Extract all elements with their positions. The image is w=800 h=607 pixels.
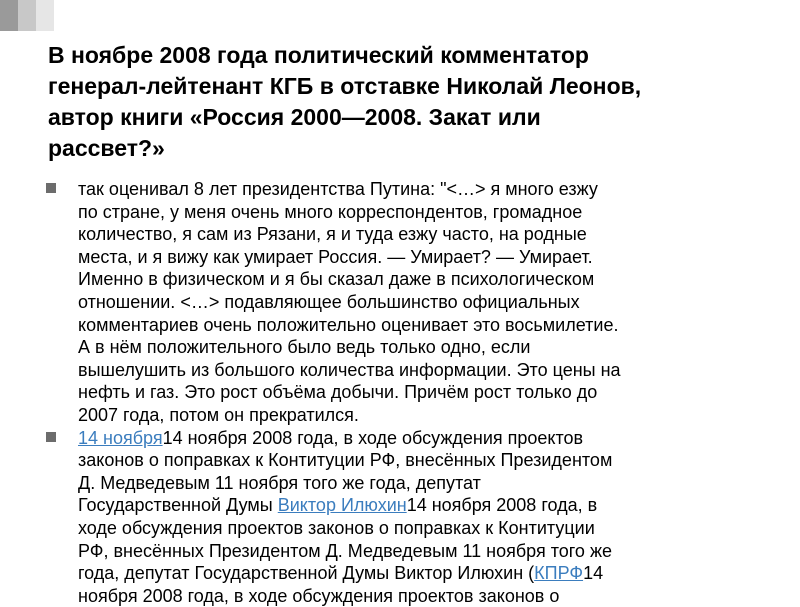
text-line: по стране, у меня очень много корреспондентов, громадное bbox=[78, 201, 583, 222]
text-fragment: 14 bbox=[583, 563, 604, 584]
square-bullet-icon bbox=[46, 183, 56, 193]
title-line: В ноябре 2008 года политический комментатор bbox=[48, 42, 589, 68]
link-14-november[interactable]: 14 ноября bbox=[78, 427, 163, 448]
title-line: генерал-лейтенант КГБ в отставке Николай Леонов, bbox=[48, 73, 642, 99]
text-line: Д. Медведевым 11 ноября того же года, депутат bbox=[78, 472, 481, 493]
decorative-header-strip bbox=[0, 0, 800, 31]
slide-body bbox=[78, 178, 778, 607]
text-fragment: 14 ноября 2008 года, в ходе обсуждения проектов bbox=[162, 427, 584, 448]
text-line: количество, я сам из Рязани, я и туда езжу часто, на родные bbox=[78, 224, 587, 245]
title-line: рассвет?» bbox=[48, 135, 165, 161]
text-line: так оценивал 8 лет президентства Путина: "<…> я много езжу bbox=[78, 179, 598, 199]
text-line bbox=[78, 427, 778, 450]
text-fragment: 14 ноября 2008 года, в bbox=[406, 495, 598, 516]
bullet-item bbox=[78, 178, 778, 427]
text-line: ноября 2008 года, в ходе обсуждения проектов законов о bbox=[78, 585, 560, 606]
text-fragment: года, депутат Государственной Думы Виктор Илюхин ( bbox=[78, 563, 535, 584]
bullet-item bbox=[78, 427, 778, 607]
slide-title bbox=[48, 40, 778, 164]
text-line: ходе обсуждения проектов законов о поправках к Контитуции bbox=[78, 517, 595, 538]
square-bullet-icon bbox=[46, 432, 56, 442]
text-line bbox=[78, 494, 778, 517]
text-line: отношении. <…> подавляющее большинство официальных bbox=[78, 291, 580, 312]
text-line: нефть и газ. Это рост объёма добычи. Причём рост только до bbox=[78, 382, 598, 403]
link-kprf[interactable]: КПРФ bbox=[534, 563, 584, 584]
title-line: автор книги «Россия 2000—2008. Закат или bbox=[48, 104, 541, 130]
text-line: места, и я вижу как умирает Россия. — Умирает? — Умирает. bbox=[78, 246, 593, 267]
text-line: Именно в физическом и я бы сказал даже в психологическом bbox=[78, 269, 595, 290]
link-viktor-ilyukhin[interactable]: Виктор Илюхин bbox=[277, 495, 407, 516]
text-line: 2007 года, потом он прекратился. bbox=[78, 404, 359, 425]
text-line: А в нём положительного было ведь только одно, если bbox=[78, 337, 531, 358]
text-line bbox=[78, 562, 778, 585]
text-fragment: Государственной Думы bbox=[78, 495, 278, 516]
text-line: комментариев очень положительно оценивает это восьмилетие. bbox=[78, 314, 619, 335]
text-line: вышелушить из большого количества информации. Это цены на bbox=[78, 359, 621, 380]
text-line: законов о поправках к Контитуции РФ, внесённых Президентом bbox=[78, 450, 613, 471]
text-line: РФ, внесённых Президентом Д. Медведевым 11 ноября того же bbox=[78, 540, 612, 561]
